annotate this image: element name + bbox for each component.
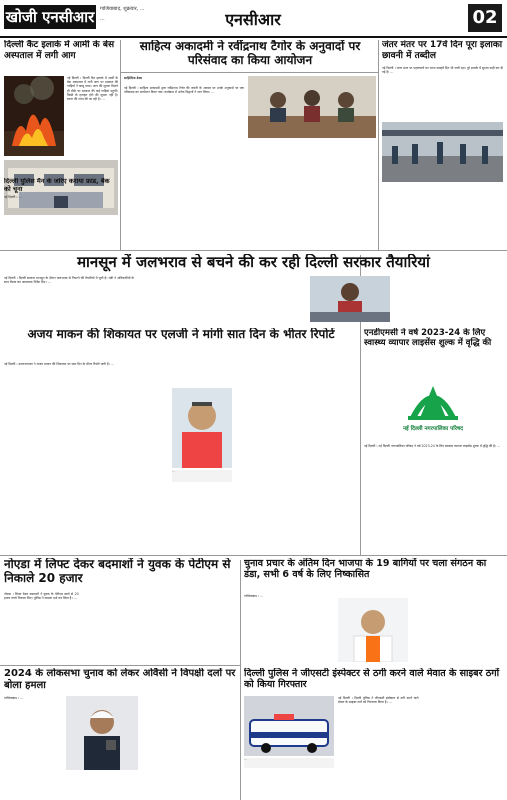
lg-photo [172, 388, 232, 468]
owaisi-body-cont [142, 696, 236, 796]
story-headline: नोएडा में लिफ्ट देकर बदमाशों ने युवक के पेटीएम से निकाले 20 हजार [4, 558, 231, 585]
sahitya-body-cont [248, 140, 376, 246]
masthead [0, 0, 507, 38]
fire-photo [4, 76, 64, 156]
story-maken [4, 328, 358, 553]
story-headline: दिल्ली कैंट इलाके में आर्मी के बेस अस्पताल में लगी आग [4, 40, 115, 61]
story-body: नई दिल्ली । ... [4, 195, 22, 199]
story-noida [4, 558, 236, 663]
story-headline: साहित्य अकादमी ने रवींद्रनाथ टैगोर के अनुवादों पर परिसंवाद का किया आयोजन [139, 40, 361, 67]
story-headline: दिल्ली पुलिस मैन के जरिए कराया फ्राड, बैंक को चूना [4, 178, 110, 193]
owaisi-photo [66, 696, 138, 770]
story-jantar [382, 40, 503, 250]
story-cyber [244, 668, 503, 798]
story-bank [4, 178, 118, 248]
story-body: नई दिल्ली । दिल्ली कैंट इलाके में आर्मी के बेस अस्पताल में लगी आग पर दमकल की गाड़ियों ने काबू पाया। आग की सूचना मिलते ही मौके पर दमकल की कई गाड़ियां पहुंचीं। किसी के हताहत होने की सूचना नहीं है। घटना की जांच की जा रही है। ... [67, 76, 118, 102]
story-body: नई दिल्ली । उपराज्यपाल ने अजय माकन की शिकायत पर सात दिन के भीतर रिपोर्ट मांगी है। ... [4, 362, 114, 366]
ndmc-logo-icon [378, 368, 488, 438]
story-body: नई दिल्ली । नई दिल्ली नगरपालिका परिषद ने वर्ष 2023-24 के लिए स्वास्थ्य व्यापार लाइसेंस शुल्क में वृद्धि की है। ... [364, 444, 501, 448]
story-body: नई दिल्ली । जंतर मंतर पर पहलवानों का धरना सत्रहवें दिन भी जारी रहा। पूरे इलाके में सुरक्षा कड़ी कर दी गई है। ... [382, 66, 503, 75]
page-number: 02 [468, 4, 502, 32]
story-body: नोएडा । लिफ्ट देकर बदमाशों ने युवक के पेटीएम खाते से 20 हजार रुपये निकाल लिए। पुलिस ने मामला दर्ज कर लिया है। ... [4, 592, 79, 601]
monsoon-photo [310, 276, 390, 322]
photo-caption: ... [172, 470, 232, 482]
police-photo [244, 696, 334, 756]
ndmc-logo-text: नई दिल्ली नगरपालिका परिषद [402, 426, 464, 432]
story-ndmc [364, 328, 503, 553]
story-headline: 2024 के लोकसभा चुनाव को लेकर ओवैसी ने विपक्षी दलों पर बोला हमला [4, 668, 236, 691]
bjp-body-cont [412, 594, 503, 662]
bjp-photo [338, 598, 408, 662]
date-line: गाजियाबाद, शुक्रवार, ... [100, 6, 145, 12]
story-body: गाजियाबाद । ... [244, 594, 264, 598]
photo-caption: ... [244, 758, 334, 768]
story-headline: अजय माकन की शिकायत पर एलजी ने मांगी सात दिन के भीतर रिपोर्ट [27, 328, 335, 341]
story-body: नई दिल्ली । दिल्ली सरकार मानसून के दौरान जलभराव से निपटने की तैयारियों में जुटी है। मंत्री ने अधिकारियों के साथ बैठक कर आवश्यक निर्देश दिए। ... [4, 276, 134, 285]
edition-line: ... [100, 16, 105, 22]
story-body: नई दिल्ली । दिल्ली पुलिस ने जीएसटी इंस्पेक्टर से ठगी करने वाले मेवात के साइबर ठगों को गिरफ्तार किया है। ... [338, 696, 419, 705]
story-owaisi [4, 668, 236, 798]
story-sahitya [124, 40, 376, 250]
story-headline: एनडीएमसी ने वर्ष 2023-24 के लिए स्वास्थ्य व्यापार लाइसेंस शुल्क में वृद्धि की [364, 328, 492, 348]
story-headline: दिल्ली पुलिस ने जीएसटी इंस्पेक्टर से ठगी करने वाले मेवात के साइबर ठगों को किया गिरफ्तार [244, 668, 500, 690]
story-byline: साहित्यिक डेस्क [124, 76, 143, 80]
story-headline: मानसून में जलभराव से बचने की कर रही दिल्ली सरकार तैयारियां [77, 254, 430, 271]
story-headline: जंतर मंतर पर 17वें दिन पूरा इलाका छावनी में तब्दील [382, 40, 503, 61]
newspaper-logo-icon: खोजी एनसीआर [4, 5, 96, 29]
story-bjp [244, 558, 503, 663]
maken-body-cont [240, 362, 358, 550]
jantar-body-cont [382, 184, 503, 248]
story-body: गाजियाबाद । ... [4, 696, 24, 700]
event-photo [248, 76, 376, 138]
story-body: नई दिल्ली । साहित्य अकादमी द्वारा रवींद्रनाथ टैगोर की जयंती के अवसर पर उनके अनुवादों पर एक परिसंवाद का आयोजन किया गया। कार्यक्रम में अनेक विद्वानों ने भाग लिया। ... [124, 86, 244, 95]
section-title: एनसीआर [225, 10, 281, 28]
jantar-photo [382, 122, 503, 182]
story-headline: चुनाव प्रचार के अंतिम दिन भाजपा के 19 बागियों पर चला संगठन का डंडा, सभी 6 वर्ष के लिए निष्कासित [244, 558, 487, 580]
